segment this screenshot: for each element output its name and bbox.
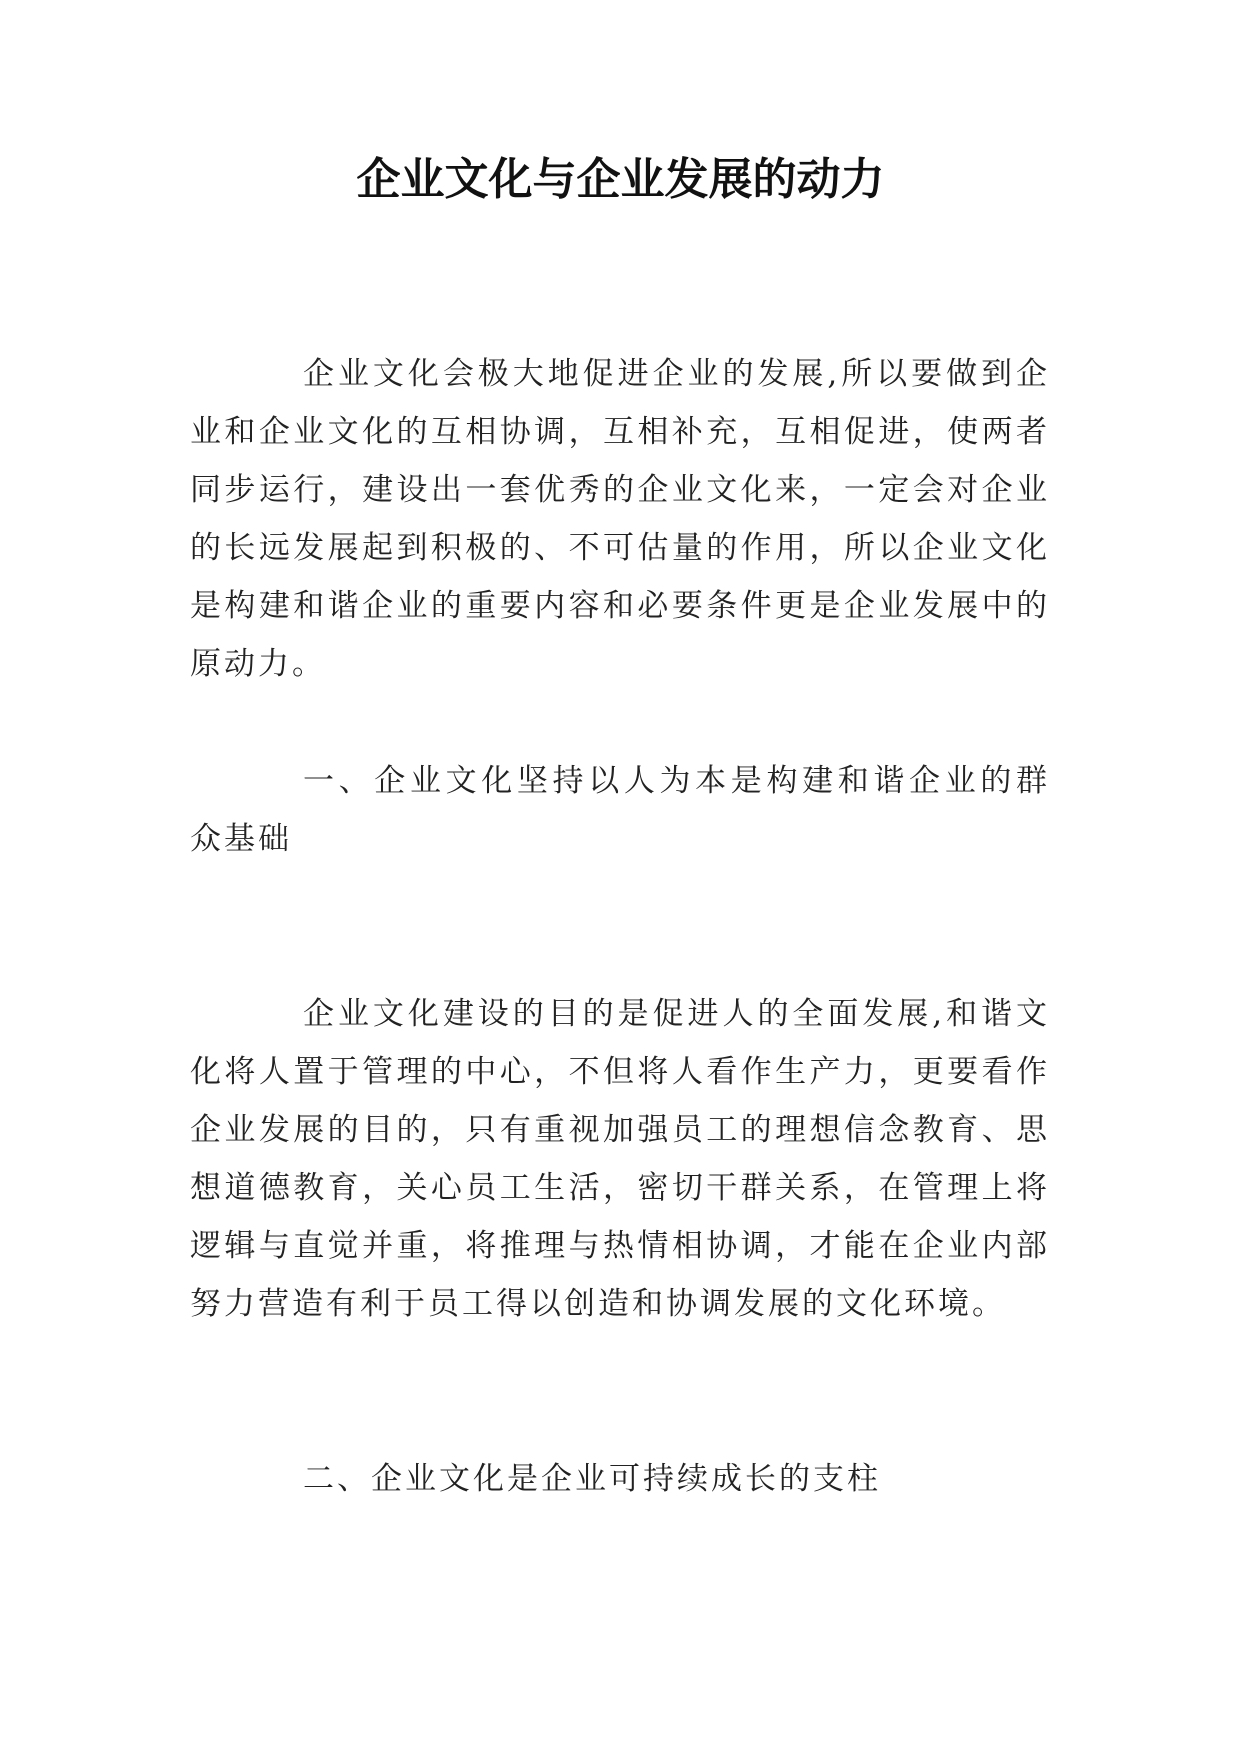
paragraph-section-1: 企业文化建设的目的是促进人的全面发展,和谐文化将人置于管理的中心，不但将人看作生产力，更要看作企业发展的目的，只有重视加强员工的理想信念教育、思想道德教育，关心员工生活，密切干群关系，在管理上将逻辑与直觉并重，将推理与热情相协调，才能在企业内部努力营造有利于员工得以创造和协调发展的文化环境。 xyxy=(190,996,1050,1322)
section-heading-2: 二、企业文化是企业可持续成长的支柱 xyxy=(303,1461,881,1497)
paragraph-intro: 企业文化会极大地促进企业的发展,所以要做到企业和企业文化的互相协调，互相补充，互相促进，使两者同步运行，建设出一套优秀的企业文化来，一定会对企业的长远发展起到积极的、不可估量的作用，所以企业文化是构建和谐企业的重要内容和必要条件更是企业发展中的原动力。 xyxy=(190,356,1050,682)
document-title: 企业文化与企业发展的动力 xyxy=(356,154,885,205)
section-heading-1: 一、企业文化坚持以人为本是构建和谐企业的群众基础 xyxy=(190,763,1050,857)
